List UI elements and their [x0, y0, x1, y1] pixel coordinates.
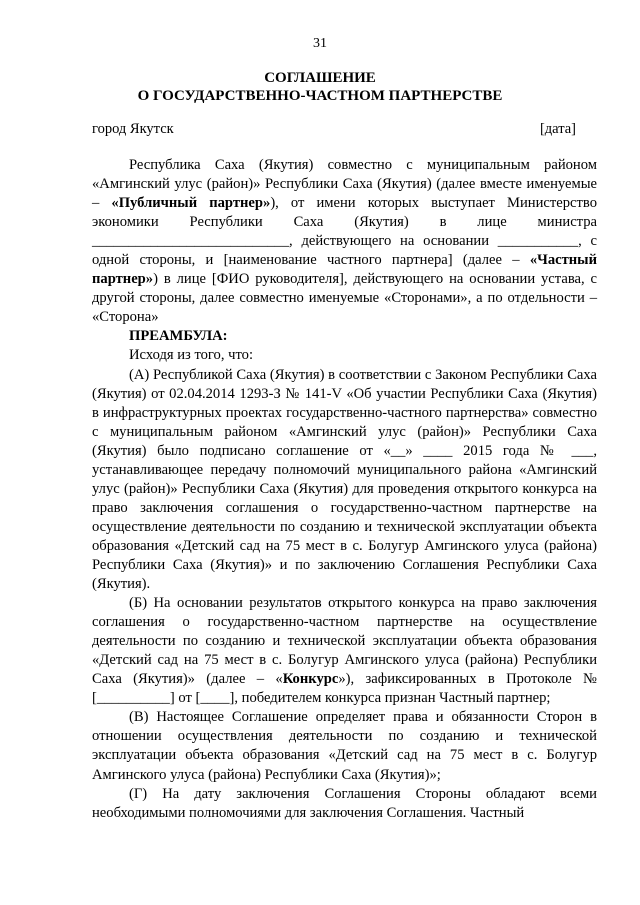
- private-partner-term: «Частный партнер»: [92, 252, 597, 288]
- document-subtitle: О ГОСУДАРСТВЕННО-ЧАСТНОМ ПАРТНЕРСТВЕ: [137, 88, 503, 104]
- page-number: 31: [313, 36, 327, 51]
- clause-b: [92, 594, 597, 708]
- clause-b-text-2: »), зафиксированных в Протоколе № [__________] от [____], победителем конкурса признан Частный партнер;: [92, 671, 597, 707]
- clause-b-text-1: (Б) На основании результатов открытого конкурса на право заключения соглашения о государственно-частном партнерстве на осуществление деятельности по созданию и технической эксплуатации объекта образования «Детский сад на 75 мест в с. Болугур Амгинского улуса (района) Республики Саха (Якутия)» (далее – «: [92, 595, 597, 688]
- preamble-heading: ПРЕАМБУЛА:: [129, 328, 228, 345]
- contest-term: Конкурс: [282, 671, 339, 688]
- clause-a: (А) Республикой Саха (Якутия) в соответствии с Законом Республики Саха (Якутия) от 02.04.2014 1293-З № 141-V «Об участии Республики Саха (Якутия) в инфраструктурных проектах государственно-частного партнерства» совместно с муниципальным районом «Амгинский улус (район)» Республики Саха (Якутия) было подписано соглашение от «__» ____ 2015 года № ___, устанавливающее передачу полномочий муниципального района «Амгинский улус (район)» Республики Саха (Якутия) для проведения открытого конкурса на право заключения соглашения о государственно-частном партнерстве на осуществление деятельности по созданию и технической эксплуатации объекта образования «Детский сад на 75 мест в с. Болугур Амгинского улуса (района) Республики Саха (Якутия)» и по заключению Соглашения Республики Саха (Якутия).: [92, 366, 597, 593]
- clause-c: (В) Настоящее Соглашение определяет права и обязанности Сторон в отношении осуществления деятельности по созданию и технической эксплуатации объекта образования «Детский сад на 75 мест в с. Болугур Амгинского улуса (района) Республики Саха (Якутия)»;: [92, 709, 597, 783]
- intro-text-1: Республика Саха (Якутия) совместно с муниципальным районом «Амгинский улус (район)» Республики Саха (Якутия) (далее вместе именуемые –: [92, 157, 597, 212]
- clause-d: (Г) На дату заключения Соглашения Стороны обладают всеми необходимыми полномочиями для заключения Соглашения. Частный: [92, 785, 597, 821]
- city-label: город Якутск: [92, 121, 174, 137]
- date-placeholder: [дата]: [539, 121, 576, 137]
- preamble-lead: Исходя из того, что:: [129, 347, 254, 364]
- intro-text-2: ), от имени которых выступает Министерство экономики Республики Саха (Якутия) в лице министра ___________________________, действующего на основании ___________, с одной стороны, и [наименование частного партнера] (далее –: [92, 195, 597, 269]
- public-partner-term: «Публичный партнер»: [111, 195, 271, 212]
- document-body: [92, 156, 597, 823]
- document-title: СОГЛАШЕНИЕ: [264, 70, 376, 86]
- intro-paragraph: [92, 156, 597, 327]
- intro-text-3: ) в лице [ФИО руководителя], действующего на основании устава, с другой стороны, далее совместно именуемые «Сторонами», а по отдельности – «Сторона»: [92, 271, 597, 326]
